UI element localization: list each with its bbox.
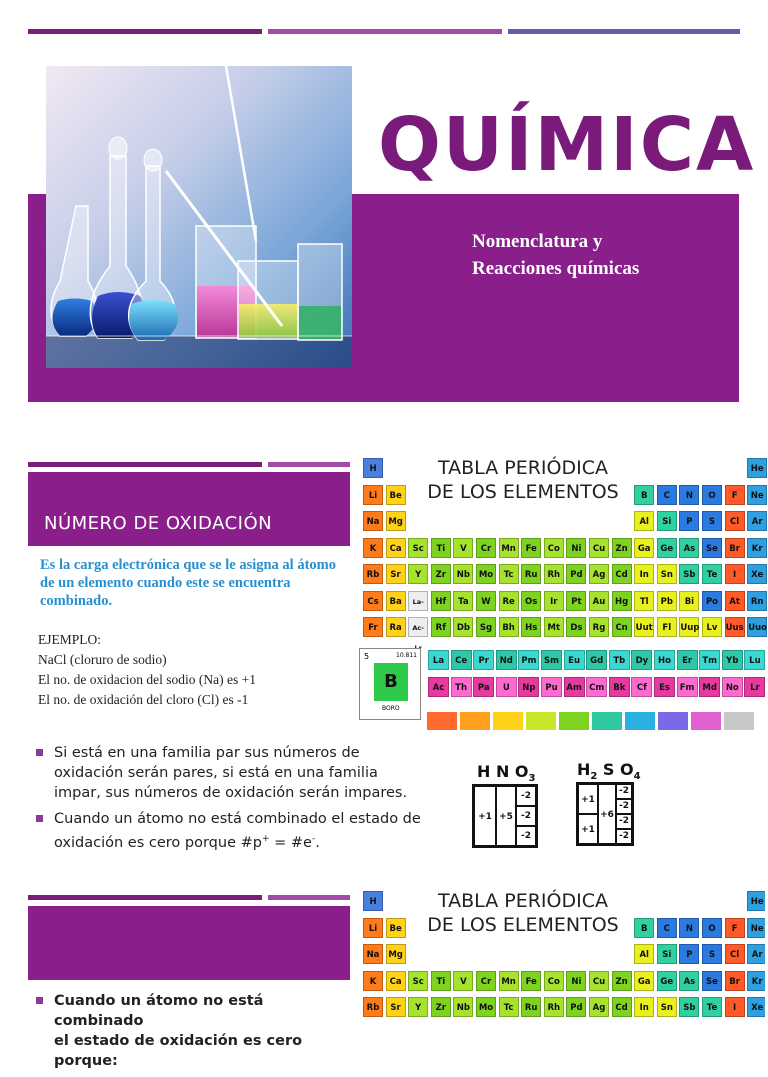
element-cell: Rh <box>544 564 564 584</box>
example-label: EJEMPLO: <box>38 632 102 647</box>
element-cell: Lv <box>702 617 722 637</box>
element-cell: Pd <box>566 564 586 584</box>
hno3-o-cell-3: -2 <box>516 826 536 846</box>
example-element-name: BORO <box>382 705 400 712</box>
element-cell: Nb <box>453 997 473 1017</box>
s3-rule-line-2: el estado de oxidación es cero porque: <box>54 1033 303 1069</box>
element-cell: Br <box>725 538 745 558</box>
h2so4-h: H <box>577 760 591 779</box>
element-cell: Rn <box>747 591 767 611</box>
element-cell: Uuo <box>747 617 767 637</box>
element-cell: Se <box>702 538 722 558</box>
element-cell: Mn <box>499 538 519 558</box>
hno3-o-cell-2: -2 <box>516 806 536 826</box>
element-cell: Xe <box>747 564 767 584</box>
element-cell: At <box>725 591 745 611</box>
element-cell: V <box>453 971 473 991</box>
element-cell: S <box>702 944 722 964</box>
legend-chip <box>724 712 754 730</box>
element-cell: Kr <box>747 538 767 558</box>
element-cell: Si <box>657 944 677 964</box>
element-cell: Sb <box>679 997 699 1017</box>
element-cell: Ne <box>747 918 765 938</box>
actinide-cell: U <box>496 677 517 697</box>
lanthanide-cell: Gd <box>586 650 607 670</box>
h2so4-h-cell-2: +1 <box>578 814 598 844</box>
lanthanide-cell: Eu <box>564 650 585 670</box>
h2so4-so: S O <box>597 760 634 779</box>
element-cell: Rh <box>544 997 564 1017</box>
example-line-2: El no. de oxidacion del sodio (Na) es +1 <box>38 672 256 687</box>
hno3-n-cell: +5 <box>496 786 516 846</box>
example-line-1: NaCl (cloruro de sodio) <box>38 652 167 667</box>
actinide-cell: Md <box>699 677 720 697</box>
element-cell: Hg <box>612 591 632 611</box>
element-cell: Y <box>408 997 428 1017</box>
hno3-h-cell: +1 <box>474 786 496 846</box>
s3-rule-line-1: Cuando un átomo no está combinado <box>54 993 264 1029</box>
element-cell: P <box>679 944 699 964</box>
element-cell: As <box>679 538 699 558</box>
example-element-mass: 10.811 <box>396 652 417 659</box>
element-cell: Cd <box>612 997 632 1017</box>
rule-2-sup-plus: + <box>261 834 270 844</box>
element-cell: Ge <box>657 971 677 991</box>
legend-chip <box>625 712 655 730</box>
actinide-cell: Pu <box>541 677 562 697</box>
element-cell: Ac- <box>408 617 428 637</box>
legend-chip <box>658 712 688 730</box>
element-cell: Fl <box>657 617 677 637</box>
s3-rule-item-1 <box>34 991 354 1071</box>
actinide-cell: Bk <box>609 677 630 697</box>
element-cell: Sg <box>476 617 496 637</box>
element-cell: Ru <box>521 997 541 1017</box>
rule-item-1: Si está en una familia par sus números de oxidación serán pares, si está en una familia impar, sus números de oxidación serán impares. <box>34 743 424 803</box>
element-cell: Mg <box>386 511 406 531</box>
legend-chip <box>559 712 589 730</box>
element-cell: Rb <box>363 997 383 1017</box>
h2so4-h-subscript: 2 <box>590 771 598 783</box>
element-cell: P <box>679 511 699 531</box>
actinide-cell: No <box>722 677 743 697</box>
element-cell: Cr <box>476 971 496 991</box>
element-cell: Ru <box>521 564 541 584</box>
lanthanide-cell: La <box>428 650 449 670</box>
element-cell: Sn <box>657 564 677 584</box>
actinide-cell: Lr <box>744 677 765 697</box>
h2so4-o-cell-1: -2 <box>616 784 632 799</box>
element-cell: Ta <box>453 591 473 611</box>
element-cell: Sr <box>386 997 406 1017</box>
s3-accent-bar-1 <box>28 895 262 900</box>
periodic-2-title-line-2: DE LOS ELEMENTOS <box>427 914 619 936</box>
legend-chip <box>427 712 457 730</box>
periodic-table-2 <box>355 873 765 1024</box>
element-cell: Cu <box>589 971 609 991</box>
element-cell: Po <box>702 591 722 611</box>
element-cell: Ar <box>747 944 765 964</box>
element-cell: Na <box>363 511 383 531</box>
element-cell: Mg <box>386 944 406 964</box>
element-cell: Na <box>363 944 383 964</box>
element-cell: F <box>725 918 745 938</box>
h2so4-o-cell-3: -2 <box>616 814 632 829</box>
element-cell: Te <box>702 564 722 584</box>
element-cell: Se <box>702 971 722 991</box>
element-cell: Ag <box>589 997 609 1017</box>
element-cell: Bi <box>679 591 699 611</box>
element-cell: La- <box>408 591 428 611</box>
element-cell: As <box>679 971 699 991</box>
element-cell: V <box>453 538 473 558</box>
periodic-table-2-title <box>423 889 623 937</box>
element-cell: K <box>363 971 383 991</box>
rule-2-text-a: Cuando un átomo no está combinado el estado de oxidación es cero porque #p <box>54 811 421 851</box>
element-cell: Re <box>499 591 519 611</box>
subtitle-line-2: Reacciones químicas <box>472 258 640 279</box>
element-cell: Fr <box>363 617 383 637</box>
definition-text: Es la carga electrónica que se le asigna al átomo de un elemento cuando este se encuentra combinado. <box>40 557 336 609</box>
section-heading-band <box>28 472 350 546</box>
element-cell: H <box>363 458 383 478</box>
periodic-table-title <box>423 456 623 504</box>
element-cell: Zn <box>612 971 632 991</box>
hno3-oxidation-box <box>472 784 538 848</box>
element-cell: Hf <box>431 591 451 611</box>
element-cell: Cn <box>612 617 632 637</box>
legend-chip <box>592 712 622 730</box>
element-cell: He <box>747 891 765 911</box>
element-cell: F <box>725 485 745 505</box>
lanthanide-cell: Ce <box>451 650 472 670</box>
element-cell: Cl <box>725 511 745 531</box>
lanthanide-cell: Tb <box>609 650 630 670</box>
element-cell: Uus <box>725 617 745 637</box>
actinide-cell: Pa <box>473 677 494 697</box>
hno3-symbols: H N O <box>477 762 529 781</box>
h2so4-o-cell-2: -2 <box>616 799 632 814</box>
lab-glassware-photo <box>46 66 352 368</box>
element-cell: Ni <box>566 971 586 991</box>
element-cell: Ra <box>386 617 406 637</box>
lanthanide-cell: Dy <box>631 650 652 670</box>
element-cell: Pt <box>566 591 586 611</box>
element-cell: Kr <box>747 971 765 991</box>
h2so4-oxidation-box <box>576 782 634 846</box>
element-cell: Ti <box>431 971 451 991</box>
lanthanide-cell: Sm <box>541 650 562 670</box>
actinide-cell: Cm <box>586 677 607 697</box>
element-cell: Uup <box>679 617 699 637</box>
element-cell: Cu <box>589 538 609 558</box>
h2so4-o-cell-4: -2 <box>616 829 632 844</box>
element-cell: B <box>634 918 654 938</box>
element-cell: Sr <box>386 564 406 584</box>
element-cell: Ti <box>431 538 451 558</box>
accent-bar-1 <box>28 29 262 34</box>
element-cell: In <box>634 564 654 584</box>
element-cell: Ca <box>386 538 406 558</box>
element-cell: Cd <box>612 564 632 584</box>
periodic-table <box>355 440 765 735</box>
element-cell: O <box>702 918 722 938</box>
element-cell: Tl <box>634 591 654 611</box>
rules-list <box>34 743 424 859</box>
actinide-cell: Fm <box>677 677 698 697</box>
lanthanide-cell: Yb <box>722 650 743 670</box>
lanthanide-cell: Tm <box>699 650 720 670</box>
example-element-box <box>359 648 421 720</box>
element-cell: I <box>725 564 745 584</box>
element-cell: Sn <box>657 997 677 1017</box>
element-cell: C <box>657 485 677 505</box>
element-cell: Pb <box>657 591 677 611</box>
element-cell: Hs <box>521 617 541 637</box>
hno3-subscript: 3 <box>528 773 536 785</box>
element-cell: Zr <box>431 564 451 584</box>
h2so4-h-cell-1: +1 <box>578 784 598 814</box>
actinide-cell: Np <box>518 677 539 697</box>
element-cell: S <box>702 511 722 531</box>
accent-bar-2 <box>268 29 502 34</box>
element-cell: Mo <box>476 564 496 584</box>
element-cell: Mo <box>476 997 496 1017</box>
element-cell: Ni <box>566 538 586 558</box>
lanthanide-cell: Nd <box>496 650 517 670</box>
element-cell: Tc <box>499 997 519 1017</box>
element-cell: Uut <box>634 617 654 637</box>
lanthanide-cell: Pm <box>518 650 539 670</box>
subtitle-line-1: Nomenclatura y <box>472 231 603 252</box>
element-cell: He <box>747 458 767 478</box>
element-cell: H <box>363 891 383 911</box>
element-cell: Zr <box>431 997 451 1017</box>
element-cell: Be <box>386 918 406 938</box>
hno3-o-cell-1: -2 <box>516 786 536 806</box>
legend-chip <box>691 712 721 730</box>
element-cell: Sc <box>408 971 428 991</box>
element-cell: Al <box>634 944 654 964</box>
s3-heading-band <box>28 906 350 980</box>
lanthanide-cell: Ho <box>654 650 675 670</box>
element-cell: Db <box>453 617 473 637</box>
legend-chip <box>493 712 523 730</box>
element-cell: Li <box>363 485 383 505</box>
periodic-title-line-2: DE LOS ELEMENTOS <box>427 481 619 503</box>
example-element-symbol: B <box>374 663 408 701</box>
rule-item-2 <box>34 809 424 853</box>
legend-chip <box>526 712 556 730</box>
s3-rules-list <box>34 991 354 1077</box>
rule-2-sup-minus: - <box>311 834 316 844</box>
element-cell: Rg <box>589 617 609 637</box>
actinide-cell: Es <box>654 677 675 697</box>
section-heading: NÚMERO DE OXIDACIÓN <box>44 513 273 534</box>
element-cell: Sb <box>679 564 699 584</box>
legend-chip <box>460 712 490 730</box>
lanthanide-cell: Pr <box>473 650 494 670</box>
presentation-subtitle <box>472 228 639 282</box>
element-cell: O <box>702 485 722 505</box>
h2so4-formula <box>577 760 641 782</box>
element-cell: Br <box>725 971 745 991</box>
element-cell: B <box>634 485 654 505</box>
element-cell: Mt <box>544 617 564 637</box>
actinide-cell: Cf <box>631 677 652 697</box>
element-cell: I <box>725 997 745 1017</box>
rule-2-text-b: = #e <box>269 834 312 851</box>
s3-accent-bar-2 <box>268 895 350 900</box>
example-line-3: El no. de oxidación del cloro (Cl) es -1 <box>38 692 249 707</box>
element-cell: Fe <box>521 538 541 558</box>
actinide-cell: Am <box>564 677 585 697</box>
element-cell: N <box>679 918 699 938</box>
s2-accent-bar-2 <box>268 462 350 467</box>
element-cell: Cs <box>363 591 383 611</box>
element-cell: Xe <box>747 997 765 1017</box>
lanthanide-cell: Er <box>677 650 698 670</box>
element-cell: Ga <box>634 971 654 991</box>
element-cell: Ga <box>634 538 654 558</box>
element-cell: Te <box>702 997 722 1017</box>
element-cell: Y <box>408 564 428 584</box>
element-cell: Nb <box>453 564 473 584</box>
example-block <box>38 630 338 710</box>
element-cell: Zn <box>612 538 632 558</box>
h2so4-s-cell: +6 <box>598 784 616 844</box>
element-cell: In <box>634 997 654 1017</box>
element-cell: C <box>657 918 677 938</box>
element-cell: Co <box>544 971 564 991</box>
element-cell: Au <box>589 591 609 611</box>
element-cell: Ne <box>747 485 767 505</box>
element-cell: Si <box>657 511 677 531</box>
element-cell: Cr <box>476 538 496 558</box>
element-cell: Ds <box>566 617 586 637</box>
element-cell: Mn <box>499 971 519 991</box>
element-cell: Ag <box>589 564 609 584</box>
element-cell: Sc <box>408 538 428 558</box>
element-cell: Rb <box>363 564 383 584</box>
element-cell: Ar <box>747 511 767 531</box>
example-element-number: 5 <box>364 652 370 661</box>
element-cell: Li <box>363 918 383 938</box>
element-cell: Ba <box>386 591 406 611</box>
s2-accent-bar-1 <box>28 462 262 467</box>
actinide-cell: Ac <box>428 677 449 697</box>
element-cell: Ir <box>544 591 564 611</box>
periodic-2-title-line-1: TABLA PERIÓDICA <box>438 890 608 912</box>
element-cell: Bh <box>499 617 519 637</box>
actinide-cell: Th <box>451 677 472 697</box>
hno3-formula <box>477 762 536 784</box>
element-cell: Ca <box>386 971 406 991</box>
element-cell: Fe <box>521 971 541 991</box>
element-cell: Be <box>386 485 406 505</box>
element-cell: Pd <box>566 997 586 1017</box>
element-cell: Os <box>521 591 541 611</box>
element-cell: W <box>476 591 496 611</box>
element-cell: Ge <box>657 538 677 558</box>
rule-2-text-c: . <box>315 834 320 851</box>
element-cell: Al <box>634 511 654 531</box>
element-cell: K <box>363 538 383 558</box>
accent-bar-3 <box>508 29 740 34</box>
element-cell: Rf <box>431 617 451 637</box>
element-cell: Cl <box>725 944 745 964</box>
element-cell: Co <box>544 538 564 558</box>
lanthanide-cell: Lu <box>744 650 765 670</box>
element-cell: N <box>679 485 699 505</box>
element-cell: Tc <box>499 564 519 584</box>
presentation-title: QUÍMICA <box>378 102 756 188</box>
periodic-title-line-1: TABLA PERIÓDICA <box>438 457 608 479</box>
h2so4-o-subscript: 4 <box>633 771 641 783</box>
